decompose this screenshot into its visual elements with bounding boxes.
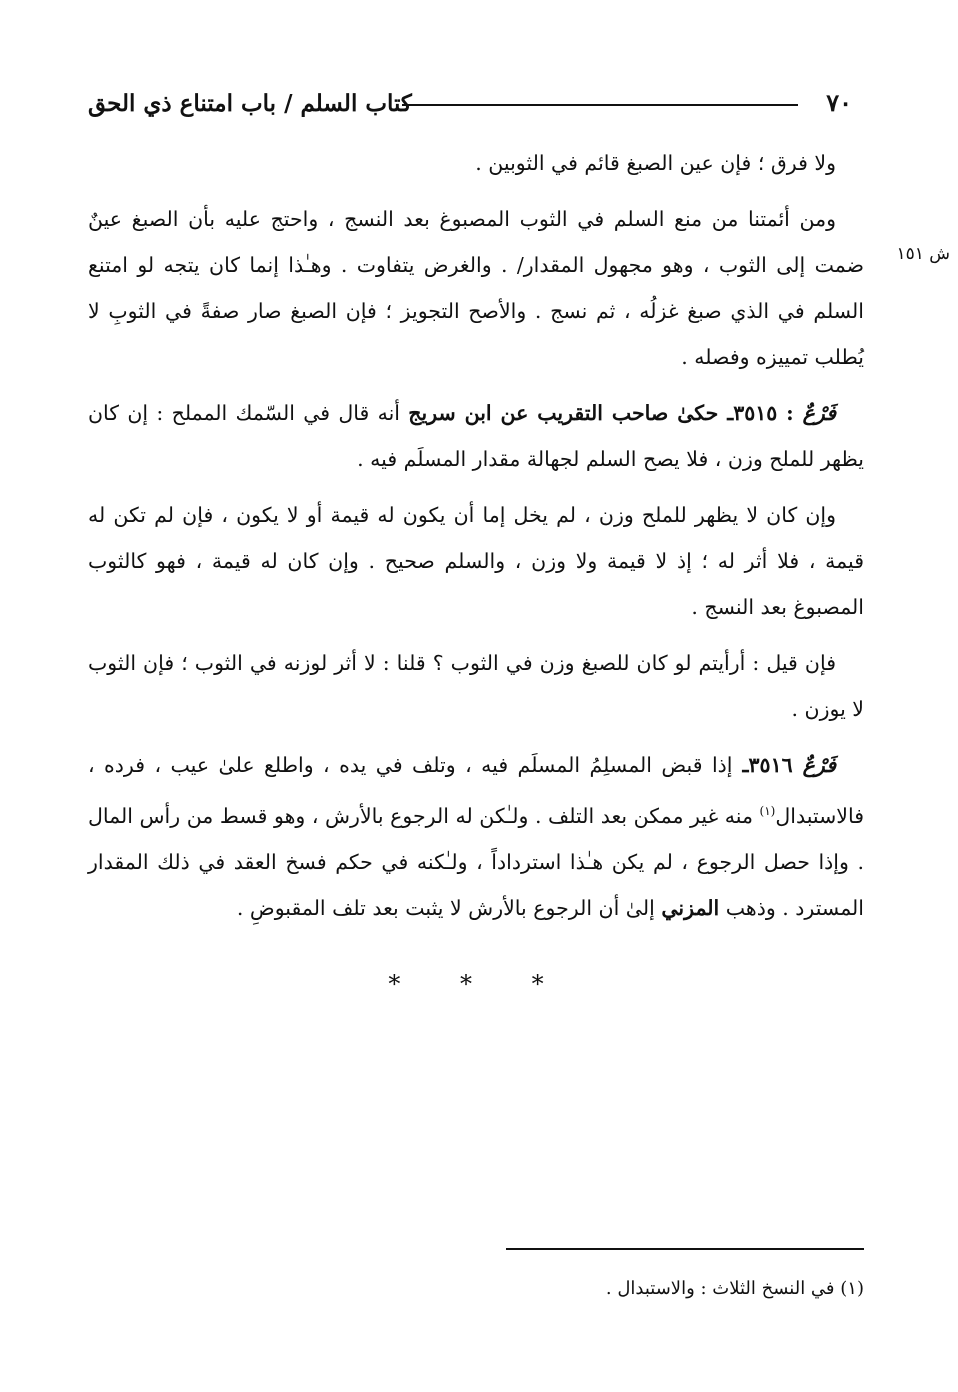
footnote [606,1278,864,1299]
running-title: كتاب السلم / باب امتناع ذي الحق [88,90,412,117]
paragraph-2: ومن أئمتنا من منع السلم في الثوب المصبوغ بعد النسج ، واحتج عليه بأن الصبغ عينٌ ضمت إلى الثوب ، وهو مجهول المقدار/ . والغرض يتفاوت . وهـٰذا إنما كان يتجه لو امتنع السلم في الذي صبغ غزلُه ، ثم نسج . والأصح التجويز ؛ فإن الصبغ صار صفةً في الثوبِ لا يُطلب تمييزه وفصله . [88,207,864,369]
paragraph-6-text-a: إذا قبض المسلِمُ المسلَم فيه ، وتلف في يده ، واطلع علىٰ عيب ، فرده ، فالاستبدال [88,753,864,828]
footnote-rule [506,1248,864,1250]
footnote-number: (١) [840,1278,864,1299]
issue-number: : ٣٥١٥ـ حكىٰ [668,401,803,425]
main-text [88,140,864,931]
cited-authority: المزني [661,895,720,920]
paragraph-5: فإن قيل : أرأيتم لو كان للصبغ وزن في الثوب ؟ قلنا : لا أثر لوزنه في الثوب ؛ فإن الثوب لا يوزن . [88,651,864,721]
section-end-asterisks: * * * [388,970,570,998]
footnote-reference: (١) [759,804,776,818]
header-rule [402,104,798,106]
far-marker: فَرْعٌ [802,753,836,777]
cited-authority: صاحب التقريب عن ابن سريج [408,401,669,425]
paragraph-1: ولا فرق ؛ فإن عين الصبغ قائم في الثوبين . [475,151,836,175]
paragraph-6-text-c: إلىٰ أن الرجوع بالأرش لا يثبت بعد تلف المقبوضِ . [236,895,662,920]
paragraph-3-text: أنه قال في السّمك المملح : إن كان يظهر للملح وزن ، فلا يصح السلم لجهالة مقدار المسلَم فيه . [88,401,864,471]
paragraph-3 [88,390,864,482]
far-marker: فَرْعٌ [802,401,836,425]
paragraph-4: وإن كان لا يظهر للملح وزن ، لم يخل إما أن يكون له قيمة أو لا يكون ، فإن لم تكن له قيمة ، فلا أثر له ؛ إذ لا قيمة ولا وزن ، والسلم صحيح . وإن كان له قيمة ، فهو كالثوب المصبوغ بعد النسج . [88,503,864,619]
footnote-text: في النسخ الثلاث : والاستبدال . [605,1278,835,1299]
page-number: ٧٠ [826,88,852,117]
paragraph-6-text-b: منه غير ممكن بعد التلف . ولـٰكن له الرجوع بالأرش ، وهو قسط من رأس المال . وإذا حصل الرجوع ، لم يكن هـٰذا استرداداً ، ولـٰكنه في حكم فسخ العقد في ذلك المقدار المسترد . وذهب [88,803,864,920]
issue-number: ٣٥١٦ـ [732,753,803,777]
margin-note: ش ١٥١ [896,244,950,264]
paragraph-6 [88,742,864,931]
page-header [88,84,864,124]
